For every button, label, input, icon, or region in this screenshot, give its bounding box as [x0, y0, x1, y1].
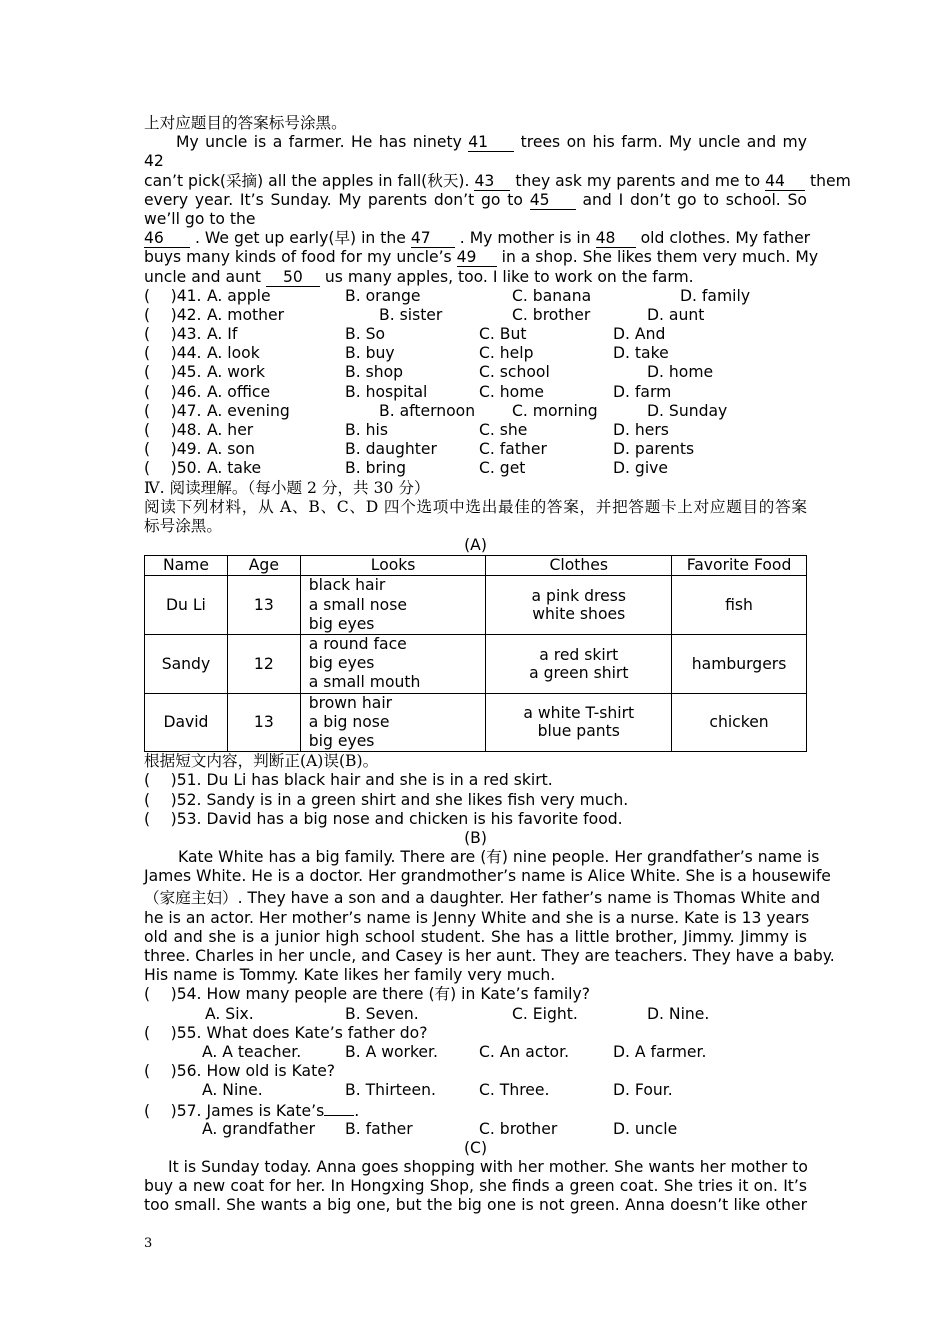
section-4-heading: Ⅳ. 阅读理解。（每小题 2 分，共 30 分）: [144, 478, 430, 497]
option-row-43: [144, 325, 807, 344]
option-a: A. A teacher.: [202, 1042, 302, 1061]
option-b: B. sister: [379, 305, 443, 324]
option-row-48: [144, 421, 807, 440]
option-c: C. school: [479, 363, 550, 382]
option-a: A. office: [207, 382, 271, 401]
cell-age: 13: [227, 576, 300, 635]
passage-c-line: It is Sunday today. Anna goes shopping with her mother. She wants her mother to: [168, 1158, 808, 1177]
question-57: ( )57. James is Kate’s .: [144, 1101, 360, 1120]
tf-instruction: 根据短文内容，判断正(A)误(B)。: [144, 752, 379, 771]
clothes-item: blue pants: [537, 722, 620, 741]
looks-item: big eyes: [308, 614, 375, 633]
cloze-text: My uncle is a farmer. He has ninety: [176, 133, 462, 152]
option-row-47: [144, 402, 807, 421]
cell-looks: [300, 576, 486, 635]
cell-clothes: [486, 693, 672, 752]
question-number: ( )50.: [144, 459, 202, 478]
clothes-item: a white T-shirt: [523, 704, 635, 723]
answer-blank: 44: [765, 173, 805, 191]
cloze-line-5: [144, 210, 807, 229]
clothes-item: a red skirt: [539, 645, 619, 664]
looks-item: a round face: [308, 634, 407, 653]
answer-blank: 49: [457, 249, 497, 267]
option-row-49: [144, 440, 807, 459]
option-c: C. But: [479, 325, 527, 344]
question-56-options: [144, 1081, 807, 1100]
passage-c-label: (C): [463, 1138, 488, 1157]
cloze-text: us many apples, too. I like to work on the farm.: [324, 267, 694, 286]
cloze-text: 42: [144, 152, 164, 171]
answer-blank: 47: [411, 230, 455, 248]
cell-favorite-food: chicken: [672, 693, 807, 752]
option-c: C. Eight.: [512, 1004, 578, 1023]
looks-item: a small mouth: [308, 673, 421, 692]
question-number: ( )41.: [144, 286, 202, 305]
looks-item: a big nose: [308, 712, 390, 731]
passage-b-label: (B): [464, 828, 487, 847]
passage-b-line: James White. He is a doctor. Her grandmother’s name is Alice White. She is a housewife: [144, 867, 831, 886]
answer-blank: 46: [144, 230, 190, 248]
option-row-44: [144, 344, 807, 363]
option-d: D. And: [613, 325, 666, 344]
cloze-text: they ask my parents and me to: [515, 171, 761, 190]
option-a: A. look: [207, 344, 260, 363]
cell-name: Sandy: [145, 634, 228, 693]
cloze-text: can’t pick(采摘) all the apples in fall(秋天).: [144, 171, 470, 190]
section-4-instruction: 阅读下列材料，从 A、B、C、D 四个选项中选出最佳的答案，并把答题卡上对应题目的答案: [144, 497, 807, 516]
passage-b-line: he is an actor. Her mother’s name is Jenny White and she is a nurse. Kate is 13 years: [144, 908, 810, 927]
question-55-options: [144, 1043, 807, 1062]
cell-age: 13: [227, 693, 300, 752]
cloze-line-4: [144, 191, 807, 210]
option-c: C. morning: [512, 401, 598, 420]
option-c: C. get: [479, 459, 526, 478]
cell-looks: [300, 693, 486, 752]
option-a: A. take: [207, 459, 262, 478]
option-b: B. father: [345, 1119, 413, 1138]
option-d: D. uncle: [613, 1119, 678, 1138]
option-row-45: [144, 363, 807, 382]
cell-age: 12: [227, 634, 300, 693]
section-4-instruction-cont: 标号涂黑。: [144, 516, 222, 535]
option-c: C. father: [479, 440, 547, 459]
cloze-line-7: [144, 248, 819, 267]
page-content: [144, 114, 851, 1216]
answer-blank: 48: [596, 230, 636, 248]
cloze-line-1: [144, 133, 807, 152]
option-a: A. work: [207, 363, 266, 382]
option-b: B. A worker.: [345, 1042, 438, 1061]
option-b: B. buy: [345, 344, 395, 363]
intro-tail: 上对应题目的答案标号涂黑。: [144, 114, 347, 132]
table-row: [145, 576, 807, 635]
question-number: ( )47.: [144, 401, 202, 420]
option-row-41: [144, 287, 807, 306]
option-a: A. son: [207, 440, 255, 459]
answer-blank: 43: [474, 173, 510, 191]
cell-favorite-food: fish: [672, 576, 807, 635]
question-55: ( )55. What does Kate’s father do?: [144, 1023, 428, 1042]
question-number: ( )43.: [144, 325, 202, 344]
option-a: A. her: [207, 421, 254, 439]
option-d: D. Sunday: [647, 401, 728, 420]
question-57-text: ( )57. James is Kate’s: [144, 1101, 325, 1120]
question-52: ( )52. Sandy is in a green shirt and she likes fish very much.: [144, 790, 629, 809]
option-a: A. grandfather: [202, 1119, 316, 1138]
looks-item: big eyes: [308, 654, 375, 673]
option-d: D. A farmer.: [613, 1042, 707, 1061]
question-number: ( )44.: [144, 344, 202, 363]
option-row-46: [144, 383, 807, 402]
option-d: D. home: [647, 363, 714, 382]
option-b: B. So: [345, 325, 386, 344]
cloze-line-3: [144, 171, 851, 191]
answer-blank: 50: [266, 269, 320, 287]
question-51: ( )51. Du Li has black hair and she is in a red skirt.: [144, 771, 553, 790]
looks-item: black hair: [308, 576, 386, 595]
answer-blank: 45: [530, 192, 576, 210]
header-name: Name: [145, 556, 228, 576]
question-number: ( )49.: [144, 440, 202, 459]
table-row: [145, 693, 807, 752]
question-54-options: [144, 1005, 807, 1024]
info-table: [144, 555, 807, 752]
clothes-item: a green shirt: [529, 663, 629, 682]
cloze-text: . My mother is in: [459, 229, 591, 248]
looks-item: a small nose: [308, 595, 407, 614]
cloze-options: [144, 287, 807, 479]
option-c: C. brother: [512, 305, 591, 324]
cloze-text: buys many kinds of food for my uncle’s: [144, 248, 452, 267]
option-b: B. afternoon: [379, 401, 476, 420]
option-d: D. parents: [613, 440, 695, 459]
option-d: D. farm: [613, 382, 672, 401]
option-c: C. An actor.: [479, 1042, 570, 1061]
option-b: B. bring: [345, 459, 407, 478]
cloze-line-8: [144, 268, 807, 287]
question-57-options: [144, 1120, 807, 1139]
passage-b-line: His name is Tommy. Kate likes her family very much.: [144, 966, 556, 985]
option-c: C. home: [479, 382, 545, 401]
question-number: ( )46.: [144, 382, 202, 401]
cell-looks: [300, 634, 486, 693]
header-age: Age: [227, 556, 300, 576]
option-a: A. If: [207, 325, 238, 344]
cell-clothes: [486, 634, 672, 693]
option-a: A. Six.: [205, 1004, 254, 1023]
cloze-line-6: [144, 229, 811, 248]
answer-blank: [324, 1101, 354, 1116]
question-54: ( )54. How many people are there (有) in Kate’s family?: [144, 985, 591, 1004]
option-c: C. brother: [479, 1119, 558, 1138]
clothes-item: a pink dress: [531, 587, 626, 606]
passage-a-label: (A): [464, 536, 487, 555]
option-a: A. apple: [207, 286, 271, 305]
option-a: A. Nine.: [202, 1081, 263, 1100]
question-53: ( )53. David has a big nose and chicken is his favorite food.: [144, 809, 623, 828]
option-b: B. his: [345, 421, 388, 439]
cloze-text: . We get up early(早) in the: [194, 229, 406, 248]
passage-c-line: too small. She wants a big one, but the big one is not green. Anna doesn’t like other: [144, 1196, 807, 1215]
passage-b-line: Kate White has a big family. There are (有) nine people. Her grandfather’s name is: [178, 848, 820, 867]
cell-name: David: [145, 693, 228, 752]
cloze-text: them: [810, 171, 851, 190]
option-row-50: [144, 459, 807, 478]
option-d: D. give: [613, 459, 668, 478]
option-d: D. Nine.: [647, 1004, 710, 1023]
answer-blank: 41: [468, 134, 514, 152]
header-looks: Looks: [300, 556, 486, 576]
option-b: B. shop: [345, 363, 404, 382]
question-number: ( )42.: [144, 305, 202, 324]
option-a: A. evening: [207, 401, 290, 420]
option-d: D. aunt: [647, 305, 705, 324]
option-c: C. banana: [512, 286, 592, 305]
option-a: A. mother: [207, 305, 285, 324]
option-b: B. Seven.: [345, 1004, 419, 1023]
passage-c-line: buy a new coat for her. In Hongxing Shop, she finds a green coat. She tries it on. It’s: [144, 1177, 807, 1196]
cloze-text: and I don’t go to school. So: [582, 190, 807, 209]
cloze-text: every year. It’s Sunday. My parents don’t go to: [144, 190, 523, 209]
option-b: B. hospital: [345, 382, 428, 401]
looks-item: big eyes: [308, 731, 375, 750]
header-favorite-food: Favorite Food: [672, 556, 807, 576]
option-d: D. take: [613, 344, 669, 363]
cell-clothes: [486, 576, 672, 635]
option-d: D. family: [680, 286, 751, 305]
cloze-text: old clothes. My father: [640, 229, 811, 248]
option-b: B. daughter: [345, 440, 437, 459]
cloze-text: uncle and aunt: [144, 267, 261, 286]
cell-favorite-food: hamburgers: [672, 634, 807, 693]
page-number: 3: [144, 1236, 153, 1251]
table-header-row: [145, 556, 807, 576]
question-number: ( )45.: [144, 363, 202, 382]
cloze-text: in a shop. She likes them very much. My: [501, 248, 819, 267]
option-b: B. Thirteen.: [345, 1081, 436, 1100]
option-c: C. help: [479, 344, 534, 363]
passage-b-line: three. Charles in her uncle, and Casey is her aunt. They are teachers. They have a baby.: [144, 947, 835, 966]
option-row-42: [144, 306, 807, 325]
option-b: B. orange: [345, 286, 421, 305]
option-c: C. she: [479, 421, 528, 439]
question-56: ( )56. How old is Kate?: [144, 1062, 336, 1081]
looks-item: brown hair: [308, 693, 393, 712]
option-c: C. Three.: [479, 1081, 550, 1100]
question-number: ( )48.: [144, 421, 202, 439]
cloze-text: we’ll go to the: [144, 209, 256, 228]
cloze-line-2: [144, 152, 807, 171]
passage-b-line: （家庭主妇）. They have a son and a daughter. Her father’s name is Thomas White and: [144, 889, 821, 908]
passage-b-line: old and she is a junior high school student. She has a little brother, Jimmy. Jimmy is: [144, 927, 807, 946]
option-d: D. hers: [613, 421, 669, 439]
clothes-item: white shoes: [532, 605, 626, 624]
option-d: D. Four.: [613, 1081, 673, 1100]
cloze-text: trees on his farm. My uncle and my: [520, 133, 807, 152]
table-row: [145, 634, 807, 693]
header-clothes: Clothes: [486, 556, 672, 576]
cell-name: Du Li: [145, 576, 228, 635]
